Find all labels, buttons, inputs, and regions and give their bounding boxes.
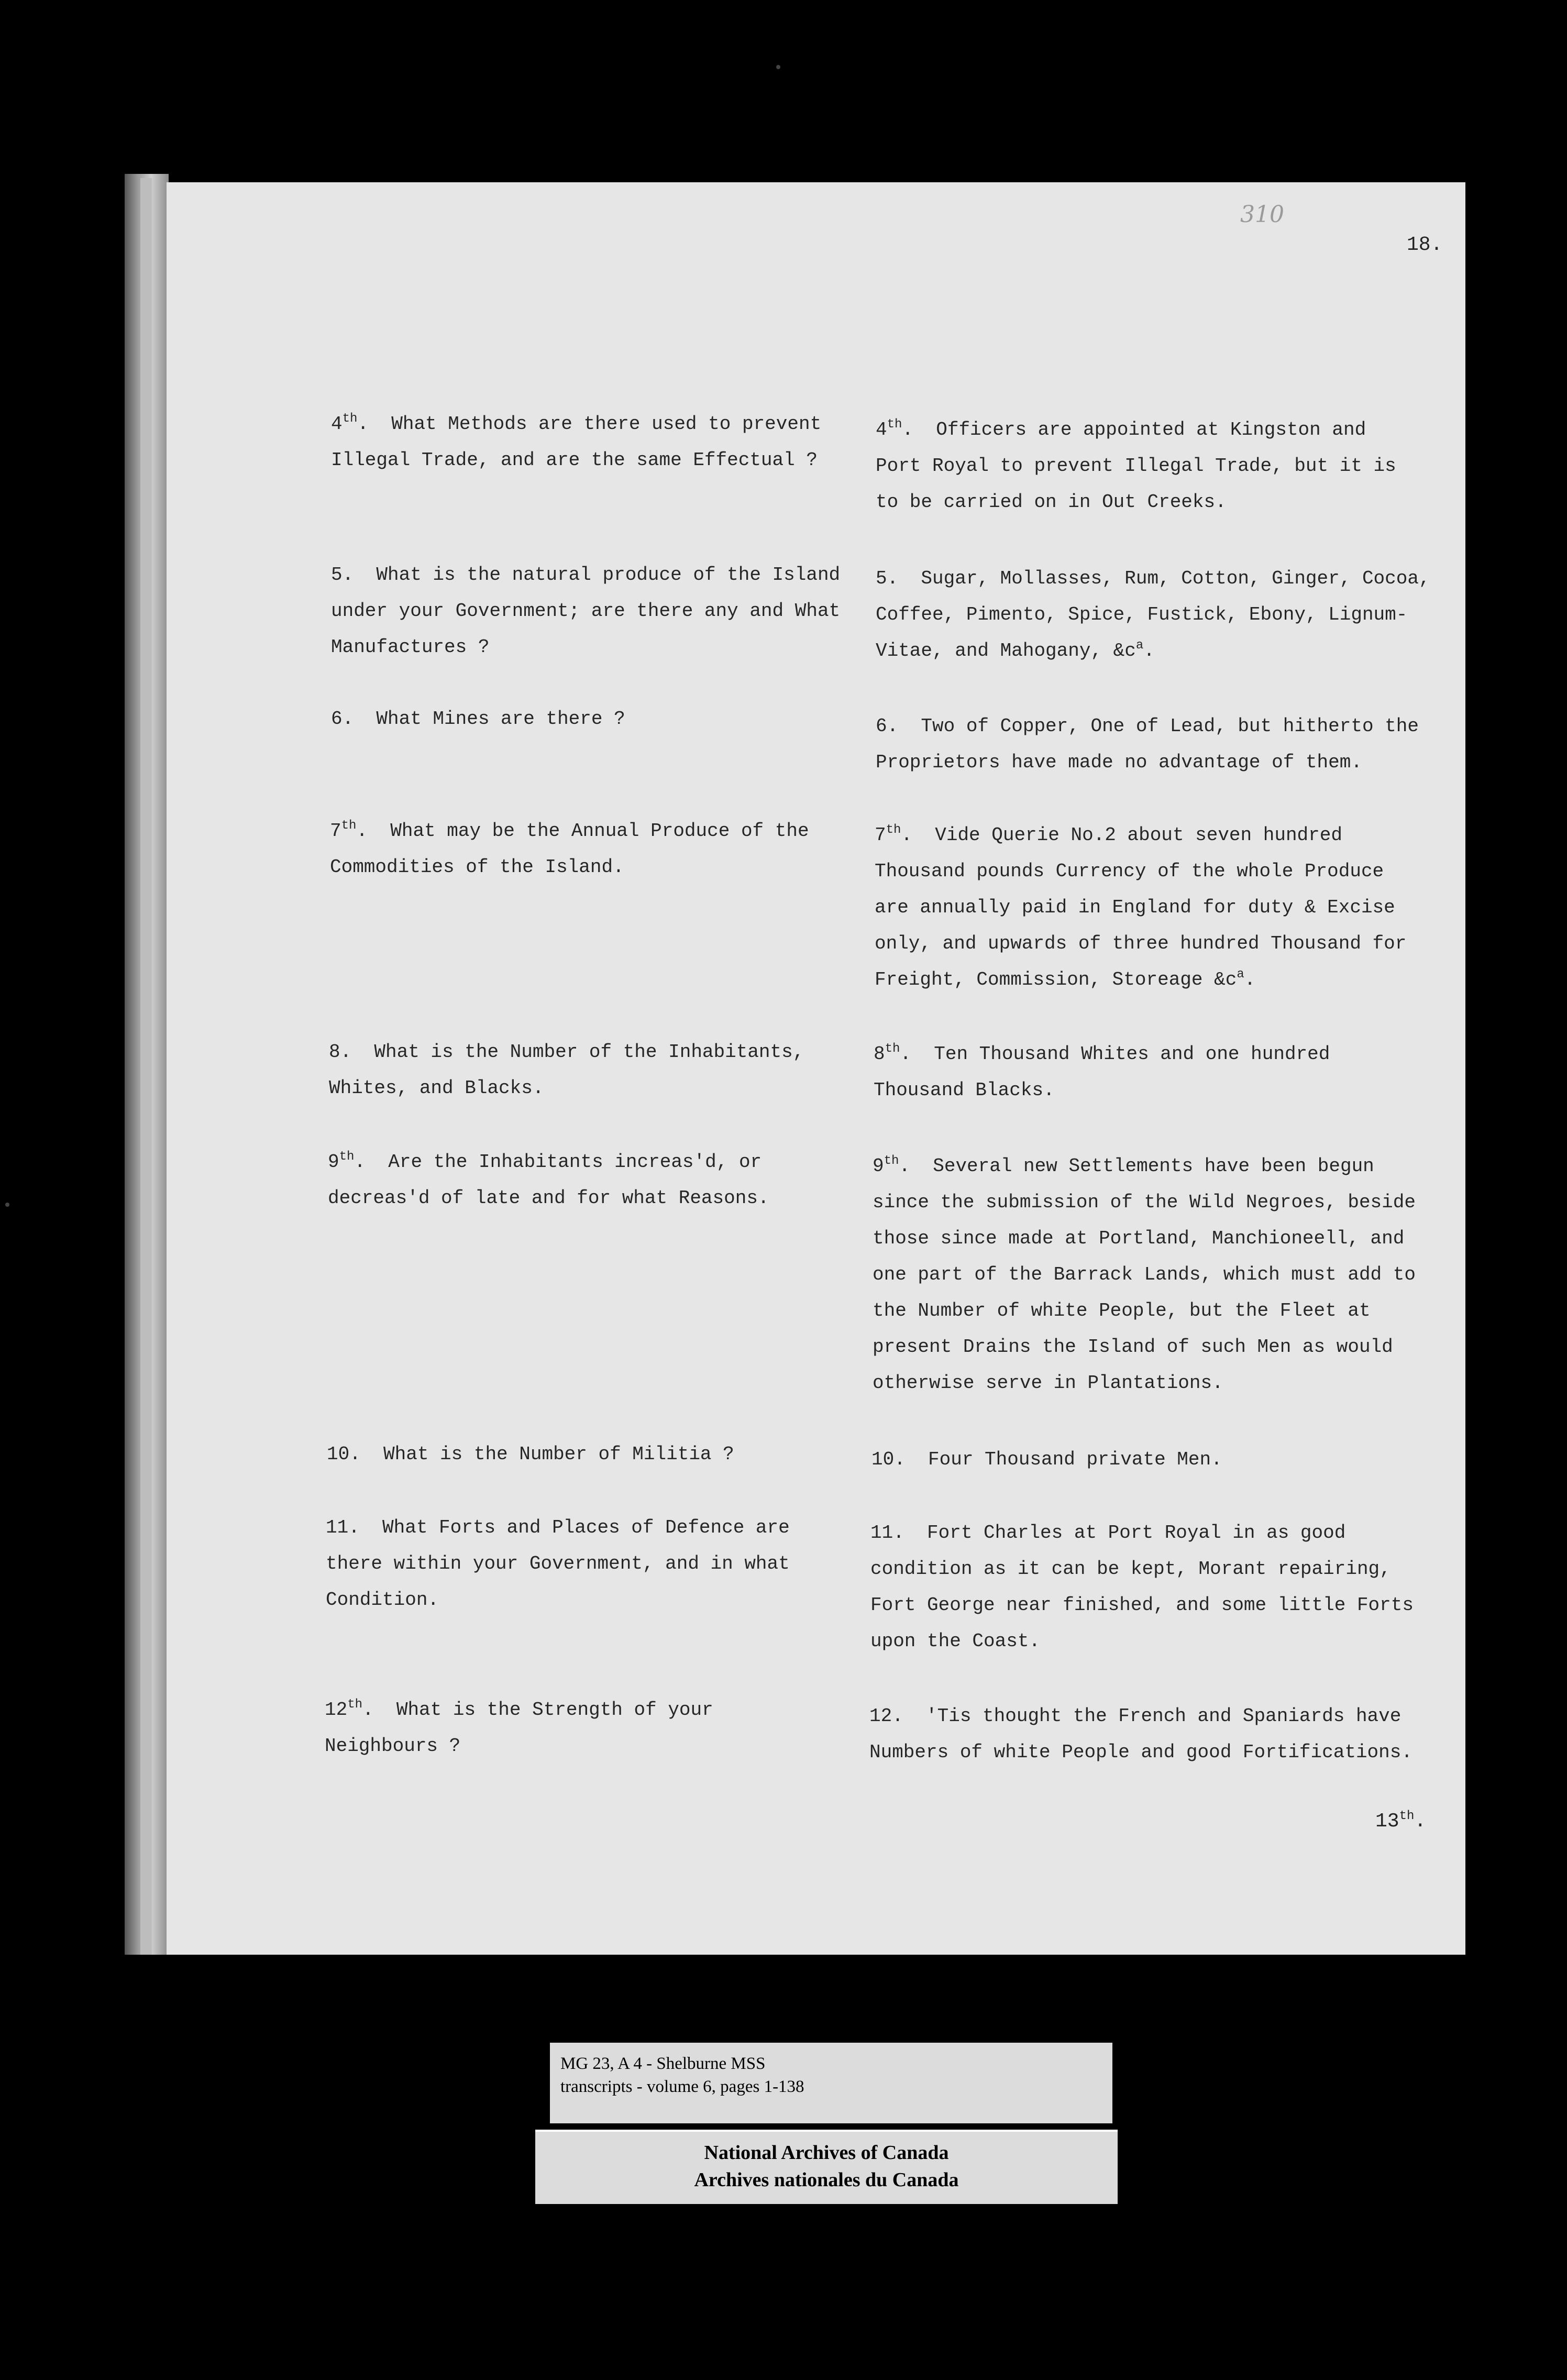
answer-8: 8th. Ten Thousand Whites and one hundred Thousand Blacks. [874, 1042, 1330, 1101]
question-6: 6. What Mines are there ? [331, 708, 625, 730]
page-number: 18. [1407, 234, 1443, 256]
answer-6: 6. Two of Copper, One of Lead, but hitherto the Proprietors have made no advantage of them. [876, 715, 1419, 773]
continuation-marker: 13th. [1375, 1809, 1427, 1833]
answer-4: 4th. Officers are appointed at Kingston and Port Royal to prevent Illegal Trade, but it is to be carried on in Out Creeks. [876, 417, 1396, 513]
scan-speck [5, 1203, 9, 1207]
reference-line-2: transcripts - volume 6, pages 1-138 [560, 2077, 804, 2096]
answer-9: 9th. Several new Settlements have been begun since the submission of the Wild Negroes, beside those since made at Portland, Manchioneell, and one part of the Barrack Lands, which must add to the Number of white People, but the Fleet at present Drains the Island of such Men as would otherwise serve in Plantations. [873, 1154, 1416, 1394]
pencil-folio-number: 310 [1240, 201, 1284, 228]
answer-10: 10. Four Thousand private Men. [871, 1449, 1222, 1470]
archive-name-en: National Archives of Canada [704, 2142, 949, 2164]
reference-label [550, 2043, 1112, 2123]
answer-12: 12. 'Tis thought the French and Spaniards have Numbers of white People and good Fortifications. [869, 1705, 1412, 1763]
answer-7: 7th. Vide Querie No.2 about seven hundred Thousand pounds Currency of the whole Produce are annually paid in England for duty & Excise only, and upwards of three hundred Thousand for Freight, Commission, Storeage $\&c^a$. [875, 823, 1407, 990]
question-8: 8. What is the Number of the Inhabitants, Whites, and Blacks. [329, 1041, 804, 1099]
reference-line-1: MG 23, A 4 - Shelburne MSS [560, 2054, 766, 2073]
archive-name-fr: Archives nationales du Canada [694, 2169, 959, 2191]
question-9: 9th. Are the Inhabitants increas'd, or decreas'd of late and for what Reasons. [328, 1150, 769, 1209]
archive-label [535, 2130, 1118, 2204]
question-4: 4th. What Methods are there used to prevent Illegal Trade, and are the same Effectual ? [331, 412, 822, 471]
page-edge-highlight [140, 178, 152, 1955]
answer-5: 5. Sugar, Mollasses, Rum, Cotton, Ginger, Cocoa, Coffee, Pimento, Spice, Fustick, Ebony, Lignum- Vitae, and Mahogany, $\&c^a$. [876, 568, 1430, 662]
question-11: 11. What Forts and Places of Defence are there within your Government, and in what Condition. [326, 1517, 790, 1611]
question-5: 5. What is the natural produce of the Island under your Government; are there any and What Manufactures ? [331, 564, 841, 658]
scan-speck [776, 65, 780, 69]
question-7: 7th. What may be the Annual Produce of the Commodities of the Island. [330, 819, 809, 878]
answer-11: 11. Fort Charles at Port Royal in as good condition as it can be kept, Morant repairing, Fort George near finished, and some little Forts upon the Coast. [870, 1522, 1414, 1652]
question-12: 12th. What is the Strength of your Neighbours ? [325, 1698, 713, 1757]
question-10: 10. What is the Number of Militia ? [327, 1444, 734, 1465]
